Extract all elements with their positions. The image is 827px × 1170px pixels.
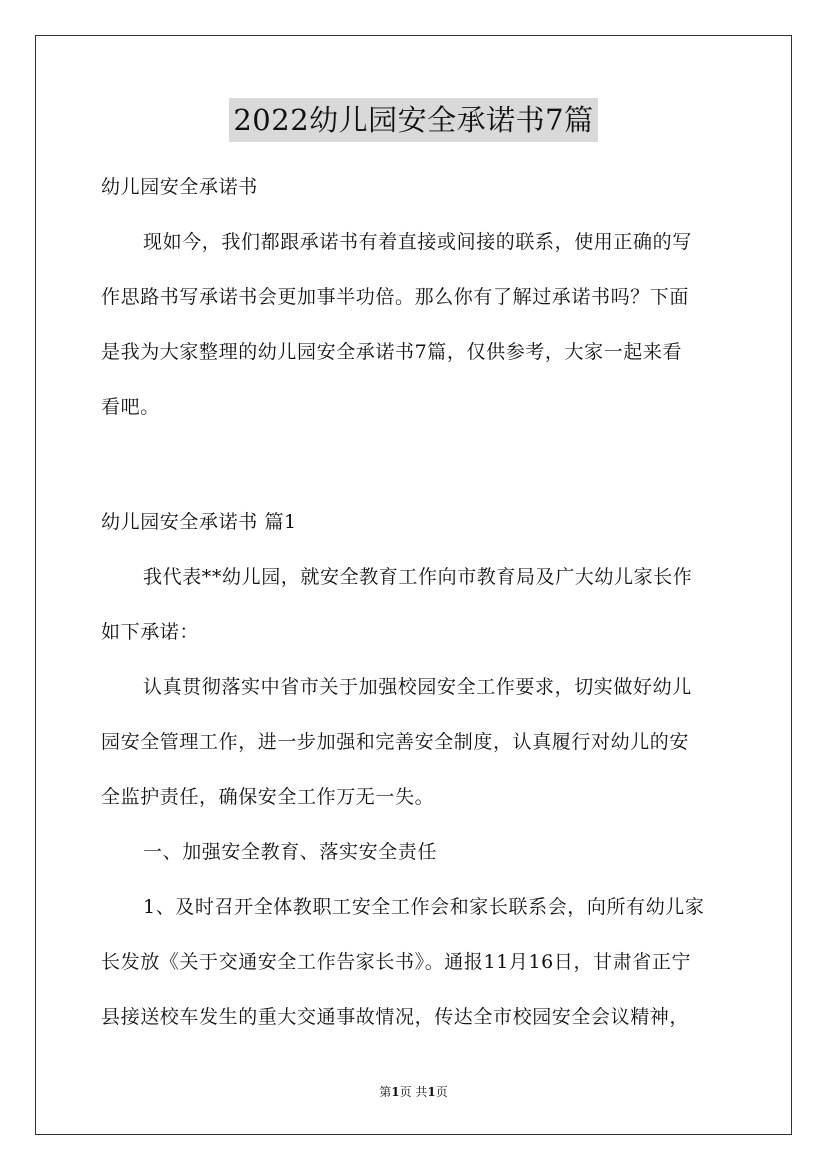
intro-line-3: 是我为大家整理的幼儿园安全承诺书7篇，仅供参考，大家一起来看 xyxy=(101,341,683,363)
footer-suffix: 页 xyxy=(435,1085,448,1099)
footer-prefix: 第 xyxy=(379,1085,392,1099)
para1-line-2: 如下承诺： xyxy=(101,621,200,643)
page-footer xyxy=(0,1084,827,1100)
para3-line-2: 长发放《关于交通安全工作告家长书》。通报11月16日，甘肃省正宁 xyxy=(101,951,692,973)
intro-line-1: 现如今，我们都跟承诺书有着直接或间接的联系，使用正确的写 xyxy=(143,231,692,253)
subheading: 一、加强安全教育、落实安全责任 xyxy=(143,841,438,863)
title-area xyxy=(0,98,827,142)
para2-line-3: 全监护责任，确保安全工作万无一失。 xyxy=(101,786,435,808)
blank-space xyxy=(101,435,726,495)
para2-line-1: 认真贯彻落实中省市关于加强校园安全工作要求，切实做好幼儿 xyxy=(143,676,692,698)
intro-line-4: 看吧。 xyxy=(101,396,160,418)
intro-line-2: 作思路书写承诺书会更加事半功倍。那么你有了解过承诺书吗？下面 xyxy=(101,286,690,308)
para3-line-3: 县接送校车发生的重大交通事故情况，传达全市校园安全会议精神， xyxy=(101,1006,690,1028)
intro-heading: 幼儿园安全承诺书 xyxy=(101,176,258,198)
document-title: 2022幼儿园安全承诺书7篇 xyxy=(229,98,597,142)
para2-line-2: 园安全管理工作，进一步加强和完善安全制度，认真履行对幼儿的安 xyxy=(101,731,690,753)
document-body xyxy=(101,160,726,1045)
footer-mid: 页 共 xyxy=(399,1085,428,1099)
section-heading: 幼儿园安全承诺书 篇1 xyxy=(101,511,297,533)
footer-page-current: 1 xyxy=(391,1085,400,1099)
footer-page-total: 1 xyxy=(427,1085,436,1099)
para3-line-1: 1、及时召开全体教职工安全工作会和家长联系会，向所有幼儿家 xyxy=(143,896,705,918)
para1-line-1: 我代表**幼儿园，就安全教育工作向市教育局及广大幼儿家长作 xyxy=(143,566,693,588)
